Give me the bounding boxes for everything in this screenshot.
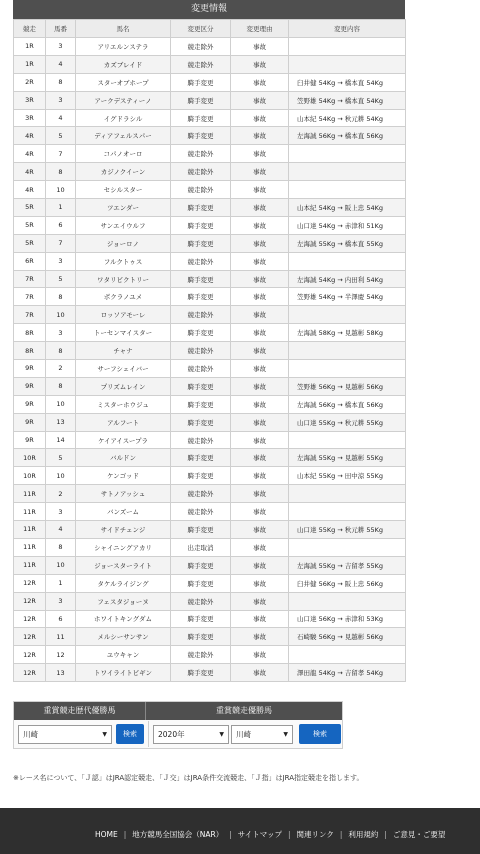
race-cell: 11R: [14, 503, 46, 521]
change-reason-cell: 事故: [231, 163, 289, 181]
horse-number-cell: 7: [46, 145, 76, 163]
change-reason-cell: 事故: [231, 109, 289, 127]
footer-separator: |: [229, 830, 232, 839]
race-cell: 5R: [14, 216, 46, 234]
change-reason-cell: 事故: [231, 664, 289, 682]
race-cell: 4R: [14, 145, 46, 163]
table-row: [14, 664, 406, 682]
change-type-cell: 騎手変更: [171, 109, 231, 127]
race-cell: 11R: [14, 485, 46, 503]
horse-number-cell: 10: [46, 181, 76, 199]
horse-name-cell[interactable]: ユウキャン: [76, 646, 171, 664]
change-type-cell: 競走除外: [171, 55, 231, 73]
change-type-cell: 騎手変更: [171, 574, 231, 592]
horse-number-cell: 3: [46, 503, 76, 521]
race-cell: 3R: [14, 109, 46, 127]
change-content-cell: [289, 181, 406, 199]
horse-name-cell[interactable]: ワタリビクトリー: [76, 270, 171, 288]
horse-name-cell[interactable]: フェスタジョーヌ: [76, 592, 171, 610]
race-cell: 9R: [14, 377, 46, 395]
horse-number-cell: 1: [46, 199, 76, 217]
col-horse: 馬名: [76, 20, 171, 38]
horse-number-cell: 14: [46, 431, 76, 449]
table-row: [14, 163, 406, 181]
footer-link[interactable]: HOME: [95, 830, 118, 839]
horse-number-cell: 2: [46, 360, 76, 378]
change-content-cell: 笠野雄 54Kg → 半澤慶 54Kg: [289, 288, 406, 306]
horse-name-cell[interactable]: ディアフェルスパー: [76, 127, 171, 145]
footer-separator: |: [287, 830, 291, 839]
table-row: [14, 503, 406, 521]
footer-link[interactable]: 利用規約: [348, 830, 379, 839]
horse-number-cell: 3: [46, 592, 76, 610]
change-type-cell: 競走除外: [171, 306, 231, 324]
table-row: [14, 127, 406, 145]
change-type-cell: 騎手変更: [171, 664, 231, 682]
race-cell: 12R: [14, 574, 46, 592]
change-content-cell: [289, 163, 406, 181]
change-content-cell: [289, 592, 406, 610]
change-reason-cell: 事故: [231, 413, 289, 431]
course-select-winners[interactable]: [231, 725, 293, 744]
change-type-cell: 騎手変更: [171, 216, 231, 234]
col-type: 変更区分: [171, 20, 231, 38]
col-content: 変更内容: [289, 20, 406, 38]
change-content-cell: [289, 38, 406, 56]
race-cell: 1R: [14, 55, 46, 73]
change-reason-cell: 事故: [231, 288, 289, 306]
change-content-cell: 笠野雄 56Kg → 見越彬 56Kg: [289, 377, 406, 395]
table-row: [14, 646, 406, 664]
race-cell: 11R: [14, 556, 46, 574]
horse-name-cell[interactable]: トワイライトビギン: [76, 664, 171, 682]
horse-number-cell: 8: [46, 377, 76, 395]
horse-name-cell[interactable]: アークデスティーノ: [76, 91, 171, 109]
year-select[interactable]: [153, 725, 229, 744]
course-select-value: 川崎: [23, 729, 38, 739]
history-winners-title: 重賞競走歴代優勝馬: [14, 702, 146, 720]
change-reason-cell: 事故: [231, 127, 289, 145]
race-cell: 12R: [14, 646, 46, 664]
table-row: [14, 431, 406, 449]
table-row: [14, 288, 406, 306]
race-cell: 11R: [14, 538, 46, 556]
change-type-cell: 騎手変更: [171, 467, 231, 485]
table-row: [14, 377, 406, 395]
changes-panel: [13, 0, 405, 682]
race-cell: 2R: [14, 73, 46, 91]
change-reason-cell: 事故: [231, 449, 289, 467]
horse-name-cell[interactable]: シャイニングアカリ: [76, 538, 171, 556]
table-row: [14, 467, 406, 485]
horse-name-cell[interactable]: サイドチェンジ: [76, 521, 171, 539]
horse-name-cell[interactable]: セシルスター: [76, 181, 171, 199]
footer-link[interactable]: 関連リンク: [296, 830, 334, 839]
change-reason-cell: 事故: [231, 646, 289, 664]
horse-name-cell[interactable]: ジョースターライト: [76, 556, 171, 574]
horse-name-cell[interactable]: プリズムレイン: [76, 377, 171, 395]
horse-name-cell[interactable]: メルシーサンサン: [76, 628, 171, 646]
winners-head: [14, 702, 342, 720]
change-reason-cell: 事故: [231, 324, 289, 342]
horse-name-cell[interactable]: ボクラノユメ: [76, 288, 171, 306]
footer-link[interactable]: 地方競馬全国協会（NAR）: [132, 830, 224, 839]
change-content-cell: [289, 145, 406, 163]
table-row: [14, 181, 406, 199]
horse-name-cell[interactable]: バルドン: [76, 449, 171, 467]
horse-number-cell: 8: [46, 538, 76, 556]
change-reason-cell: 事故: [231, 38, 289, 56]
changes-title: 変更情報: [13, 0, 405, 19]
change-type-cell: 騎手変更: [171, 628, 231, 646]
race-cell: 5R: [14, 234, 46, 252]
race-cell: 4R: [14, 127, 46, 145]
race-cell: 8R: [14, 324, 46, 342]
table-row: [14, 628, 406, 646]
table-row: [14, 574, 406, 592]
race-cell: 11R: [14, 521, 46, 539]
change-type-cell: 競走除外: [171, 342, 231, 360]
horse-number-cell: 3: [46, 324, 76, 342]
race-cell: 12R: [14, 664, 46, 682]
change-reason-cell: 事故: [231, 574, 289, 592]
change-type-cell: 騎手変更: [171, 413, 231, 431]
change-reason-cell: 事故: [231, 252, 289, 270]
change-reason-cell: 事故: [231, 306, 289, 324]
change-type-cell: 騎手変更: [171, 270, 231, 288]
change-reason-cell: 事故: [231, 181, 289, 199]
change-reason-cell: 事故: [231, 216, 289, 234]
horse-number-cell: 11: [46, 628, 76, 646]
horse-name-cell[interactable]: アルフート: [76, 413, 171, 431]
search-button-winners[interactable]: 検索: [299, 724, 341, 744]
footer-link[interactable]: サイトマップ: [237, 830, 282, 839]
table-row: [14, 199, 406, 217]
change-type-cell: 騎手変更: [171, 377, 231, 395]
horse-name-cell[interactable]: ジョーロノ: [76, 234, 171, 252]
change-type-cell: 騎手変更: [171, 91, 231, 109]
race-cell: 1R: [14, 38, 46, 56]
change-type-cell: 騎手変更: [171, 234, 231, 252]
col-race: 競走: [14, 20, 46, 38]
race-cell: 12R: [14, 628, 46, 646]
change-type-cell: 騎手変更: [171, 556, 231, 574]
race-cell: 6R: [14, 252, 46, 270]
change-content-cell: 左海誠 55Kg → 見越彬 55Kg: [289, 449, 406, 467]
race-cell: 9R: [14, 431, 46, 449]
change-content-cell: [289, 646, 406, 664]
horse-name-cell[interactable]: ツエンダー: [76, 199, 171, 217]
change-content-cell: 左海誠 55Kg → 橋本直 55Kg: [289, 234, 406, 252]
change-reason-cell: 事故: [231, 270, 289, 288]
change-content-cell: [289, 342, 406, 360]
change-type-cell: 競走除外: [171, 360, 231, 378]
changes-table: [13, 19, 406, 682]
change-content-cell: 山口達 54Kg → 赤津和 51Kg: [289, 216, 406, 234]
panel-divider: [148, 721, 149, 747]
change-content-cell: [289, 55, 406, 73]
race-cell: 10R: [14, 467, 46, 485]
horse-number-cell: 5: [46, 127, 76, 145]
col-reason: 変更理由: [231, 20, 289, 38]
change-type-cell: 競走除外: [171, 252, 231, 270]
change-content-cell: [289, 538, 406, 556]
col-number: 馬番: [46, 20, 76, 38]
change-content-cell: 山本紀 54Kg → 阪上忠 54Kg: [289, 199, 406, 217]
change-reason-cell: 事故: [231, 521, 289, 539]
table-row: [14, 38, 406, 56]
year-select-value: 2020年: [158, 729, 185, 739]
table-row: [14, 610, 406, 628]
horse-name-cell[interactable]: ミスターホウジュ: [76, 395, 171, 413]
race-cell: 7R: [14, 306, 46, 324]
horse-name-cell[interactable]: ケイアイスープラ: [76, 431, 171, 449]
horse-number-cell: 10: [46, 306, 76, 324]
horse-name-cell[interactable]: スターオブホープ: [76, 73, 171, 91]
horse-number-cell: 10: [46, 395, 76, 413]
race-cell: 3R: [14, 91, 46, 109]
changes-rows: [14, 38, 406, 682]
change-reason-cell: 事故: [231, 145, 289, 163]
change-content-cell: 左海誠 54Kg → 内田利 54Kg: [289, 270, 406, 288]
footer-separator: |: [339, 830, 343, 839]
change-type-cell: 騎手変更: [171, 288, 231, 306]
change-content-cell: 石崎駿 56Kg → 見越彬 56Kg: [289, 628, 406, 646]
race-cell: 12R: [14, 592, 46, 610]
table-row: [14, 145, 406, 163]
table-row: [14, 234, 406, 252]
change-content-cell: [289, 252, 406, 270]
table-row: [14, 395, 406, 413]
change-content-cell: 山口達 55Kg → 秋元耕 55Kg: [289, 521, 406, 539]
change-reason-cell: 事故: [231, 360, 289, 378]
horse-number-cell: 10: [46, 556, 76, 574]
horse-number-cell: 7: [46, 234, 76, 252]
change-type-cell: 競走除外: [171, 485, 231, 503]
horse-name-cell[interactable]: アリエルンステラ: [76, 38, 171, 56]
graded-winners-title: 重賞競走優勝馬: [216, 706, 272, 715]
table-row: [14, 306, 406, 324]
footer-links: [95, 829, 445, 840]
change-reason-cell: 事故: [231, 55, 289, 73]
horse-name-cell[interactable]: フルクトゥス: [76, 252, 171, 270]
change-reason-cell: 事故: [231, 592, 289, 610]
change-content-cell: 臼井健 54Kg → 橋本直 54Kg: [289, 73, 406, 91]
horse-number-cell: 4: [46, 55, 76, 73]
table-row: [14, 342, 406, 360]
race-cell: 8R: [14, 342, 46, 360]
horse-number-cell: 8: [46, 163, 76, 181]
change-content-cell: [289, 360, 406, 378]
horse-name-cell[interactable]: カジノクイーン: [76, 163, 171, 181]
race-cell: 10R: [14, 449, 46, 467]
change-reason-cell: 事故: [231, 628, 289, 646]
change-content-cell: 笠野雄 54Kg → 橋本直 54Kg: [289, 91, 406, 109]
change-reason-cell: 事故: [231, 395, 289, 413]
race-cell: 9R: [14, 413, 46, 431]
change-type-cell: 騎手変更: [171, 449, 231, 467]
table-row: [14, 252, 406, 270]
change-type-cell: 競走除外: [171, 181, 231, 199]
horse-number-cell: 5: [46, 270, 76, 288]
change-type-cell: 騎手変更: [171, 324, 231, 342]
change-content-cell: 左海誠 58Kg → 見越彬 58Kg: [289, 324, 406, 342]
horse-number-cell: 3: [46, 252, 76, 270]
race-cell: 7R: [14, 288, 46, 306]
table-row: [14, 270, 406, 288]
site-footer: [0, 808, 480, 854]
chevron-down-icon: ▼: [219, 730, 224, 738]
horse-number-cell: 10: [46, 467, 76, 485]
horse-number-cell: 6: [46, 610, 76, 628]
horse-name-cell[interactable]: カズブレイド: [76, 55, 171, 73]
race-cell: 7R: [14, 270, 46, 288]
horse-number-cell: 6: [46, 216, 76, 234]
change-type-cell: 競走除外: [171, 431, 231, 449]
table-row: [14, 109, 406, 127]
horse-name-cell[interactable]: バンズーム: [76, 503, 171, 521]
race-cell: 9R: [14, 395, 46, 413]
horse-name-cell[interactable]: サーフシェイバー: [76, 360, 171, 378]
horse-number-cell: 4: [46, 109, 76, 127]
change-reason-cell: 事故: [231, 73, 289, 91]
change-content-cell: [289, 503, 406, 521]
horse-number-cell: 5: [46, 449, 76, 467]
change-content-cell: 臼井健 56Kg → 阪上忠 56Kg: [289, 574, 406, 592]
table-row: [14, 413, 406, 431]
table-row: [14, 538, 406, 556]
change-content-cell: 澤田龍 54Kg → 吉留孝 54Kg: [289, 664, 406, 682]
change-type-cell: 競走除外: [171, 38, 231, 56]
change-reason-cell: 事故: [231, 199, 289, 217]
footer-separator: |: [384, 830, 387, 839]
table-row: [14, 324, 406, 342]
race-name-note: ※レース名について、「Ｊ認」はJRA認定競走、「Ｊ交」はJRA条件交流競走、「Ｊ指」はJRA指定競走を指します。: [13, 774, 364, 782]
change-reason-cell: 事故: [231, 538, 289, 556]
change-content-cell: 山本紀 55Kg → 田中涼 55Kg: [289, 467, 406, 485]
table-header-row: [14, 20, 406, 38]
table-row: [14, 216, 406, 234]
course-select-value: 川崎: [236, 729, 251, 739]
change-reason-cell: 事故: [231, 342, 289, 360]
footer-link[interactable]: ご意見・ご要望: [392, 830, 446, 839]
table-row: [14, 592, 406, 610]
change-content-cell: 左海誠 55Kg → 吉留孝 55Kg: [289, 556, 406, 574]
table-row: [14, 449, 406, 467]
change-content-cell: 山口達 56Kg → 赤津和 53Kg: [289, 610, 406, 628]
change-type-cell: 騎手変更: [171, 395, 231, 413]
change-content-cell: 左海誠 56Kg → 橋本直 56Kg: [289, 127, 406, 145]
table-row: [14, 91, 406, 109]
change-content-cell: [289, 431, 406, 449]
horse-name-cell[interactable]: コパノオーロ: [76, 145, 171, 163]
change-type-cell: 競走除外: [171, 163, 231, 181]
race-cell: 4R: [14, 181, 46, 199]
table-row: [14, 55, 406, 73]
race-cell: 4R: [14, 163, 46, 181]
table-row: [14, 485, 406, 503]
change-reason-cell: 事故: [231, 377, 289, 395]
table-row: [14, 360, 406, 378]
change-reason-cell: 事故: [231, 467, 289, 485]
winners-search-panel: [13, 701, 343, 749]
horse-name-cell[interactable]: イグドラシル: [76, 109, 171, 127]
change-type-cell: 騎手変更: [171, 199, 231, 217]
change-reason-cell: 事故: [231, 503, 289, 521]
horse-number-cell: 2: [46, 485, 76, 503]
search-button-history[interactable]: 検索: [116, 724, 144, 744]
change-reason-cell: 事故: [231, 556, 289, 574]
change-reason-cell: 事故: [231, 234, 289, 252]
horse-number-cell: 4: [46, 521, 76, 539]
change-type-cell: 競走除外: [171, 503, 231, 521]
horse-number-cell: 8: [46, 342, 76, 360]
horse-name-cell[interactable]: ケンゴッド: [76, 467, 171, 485]
horse-name-cell[interactable]: サンエイウルフ: [76, 216, 171, 234]
change-type-cell: 騎手変更: [171, 610, 231, 628]
footer-separator: |: [123, 830, 127, 839]
horse-name-cell[interactable]: タケルライジング: [76, 574, 171, 592]
course-select-history[interactable]: [18, 725, 112, 744]
horse-name-cell[interactable]: チャナ: [76, 342, 171, 360]
change-content-cell: [289, 306, 406, 324]
horse-name-cell[interactable]: ホワイトキングダム: [76, 610, 171, 628]
change-content-cell: [289, 485, 406, 503]
table-row: [14, 521, 406, 539]
horse-number-cell: 8: [46, 288, 76, 306]
horse-number-cell: 3: [46, 38, 76, 56]
change-reason-cell: 事故: [231, 485, 289, 503]
horse-name-cell[interactable]: トーセンマイスター: [76, 324, 171, 342]
change-type-cell: 騎手変更: [171, 73, 231, 91]
horse-name-cell[interactable]: ロッソアモーレ: [76, 306, 171, 324]
horse-number-cell: 13: [46, 664, 76, 682]
change-type-cell: 競走除外: [171, 646, 231, 664]
change-type-cell: 出走取消: [171, 538, 231, 556]
chevron-down-icon: ▼: [283, 730, 288, 738]
change-reason-cell: 事故: [231, 91, 289, 109]
table-row: [14, 73, 406, 91]
horse-number-cell: 3: [46, 91, 76, 109]
horse-number-cell: 8: [46, 73, 76, 91]
race-cell: 5R: [14, 199, 46, 217]
change-reason-cell: 事故: [231, 431, 289, 449]
change-type-cell: 騎手変更: [171, 521, 231, 539]
change-content-cell: 山本紀 54Kg → 秋元耕 54Kg: [289, 109, 406, 127]
horse-name-cell[interactable]: サトノアッシュ: [76, 485, 171, 503]
horse-number-cell: 1: [46, 574, 76, 592]
change-type-cell: 競走除外: [171, 145, 231, 163]
table-row: [14, 556, 406, 574]
change-content-cell: 左海誠 56Kg → 橋本直 56Kg: [289, 395, 406, 413]
race-cell: 9R: [14, 360, 46, 378]
change-type-cell: 騎手変更: [171, 127, 231, 145]
chevron-down-icon: ▼: [102, 730, 107, 738]
change-reason-cell: 事故: [231, 610, 289, 628]
change-type-cell: 競走除外: [171, 592, 231, 610]
change-content-cell: 山口達 55Kg → 秋元耕 55Kg: [289, 413, 406, 431]
horse-number-cell: 13: [46, 413, 76, 431]
race-cell: 12R: [14, 610, 46, 628]
horse-number-cell: 12: [46, 646, 76, 664]
